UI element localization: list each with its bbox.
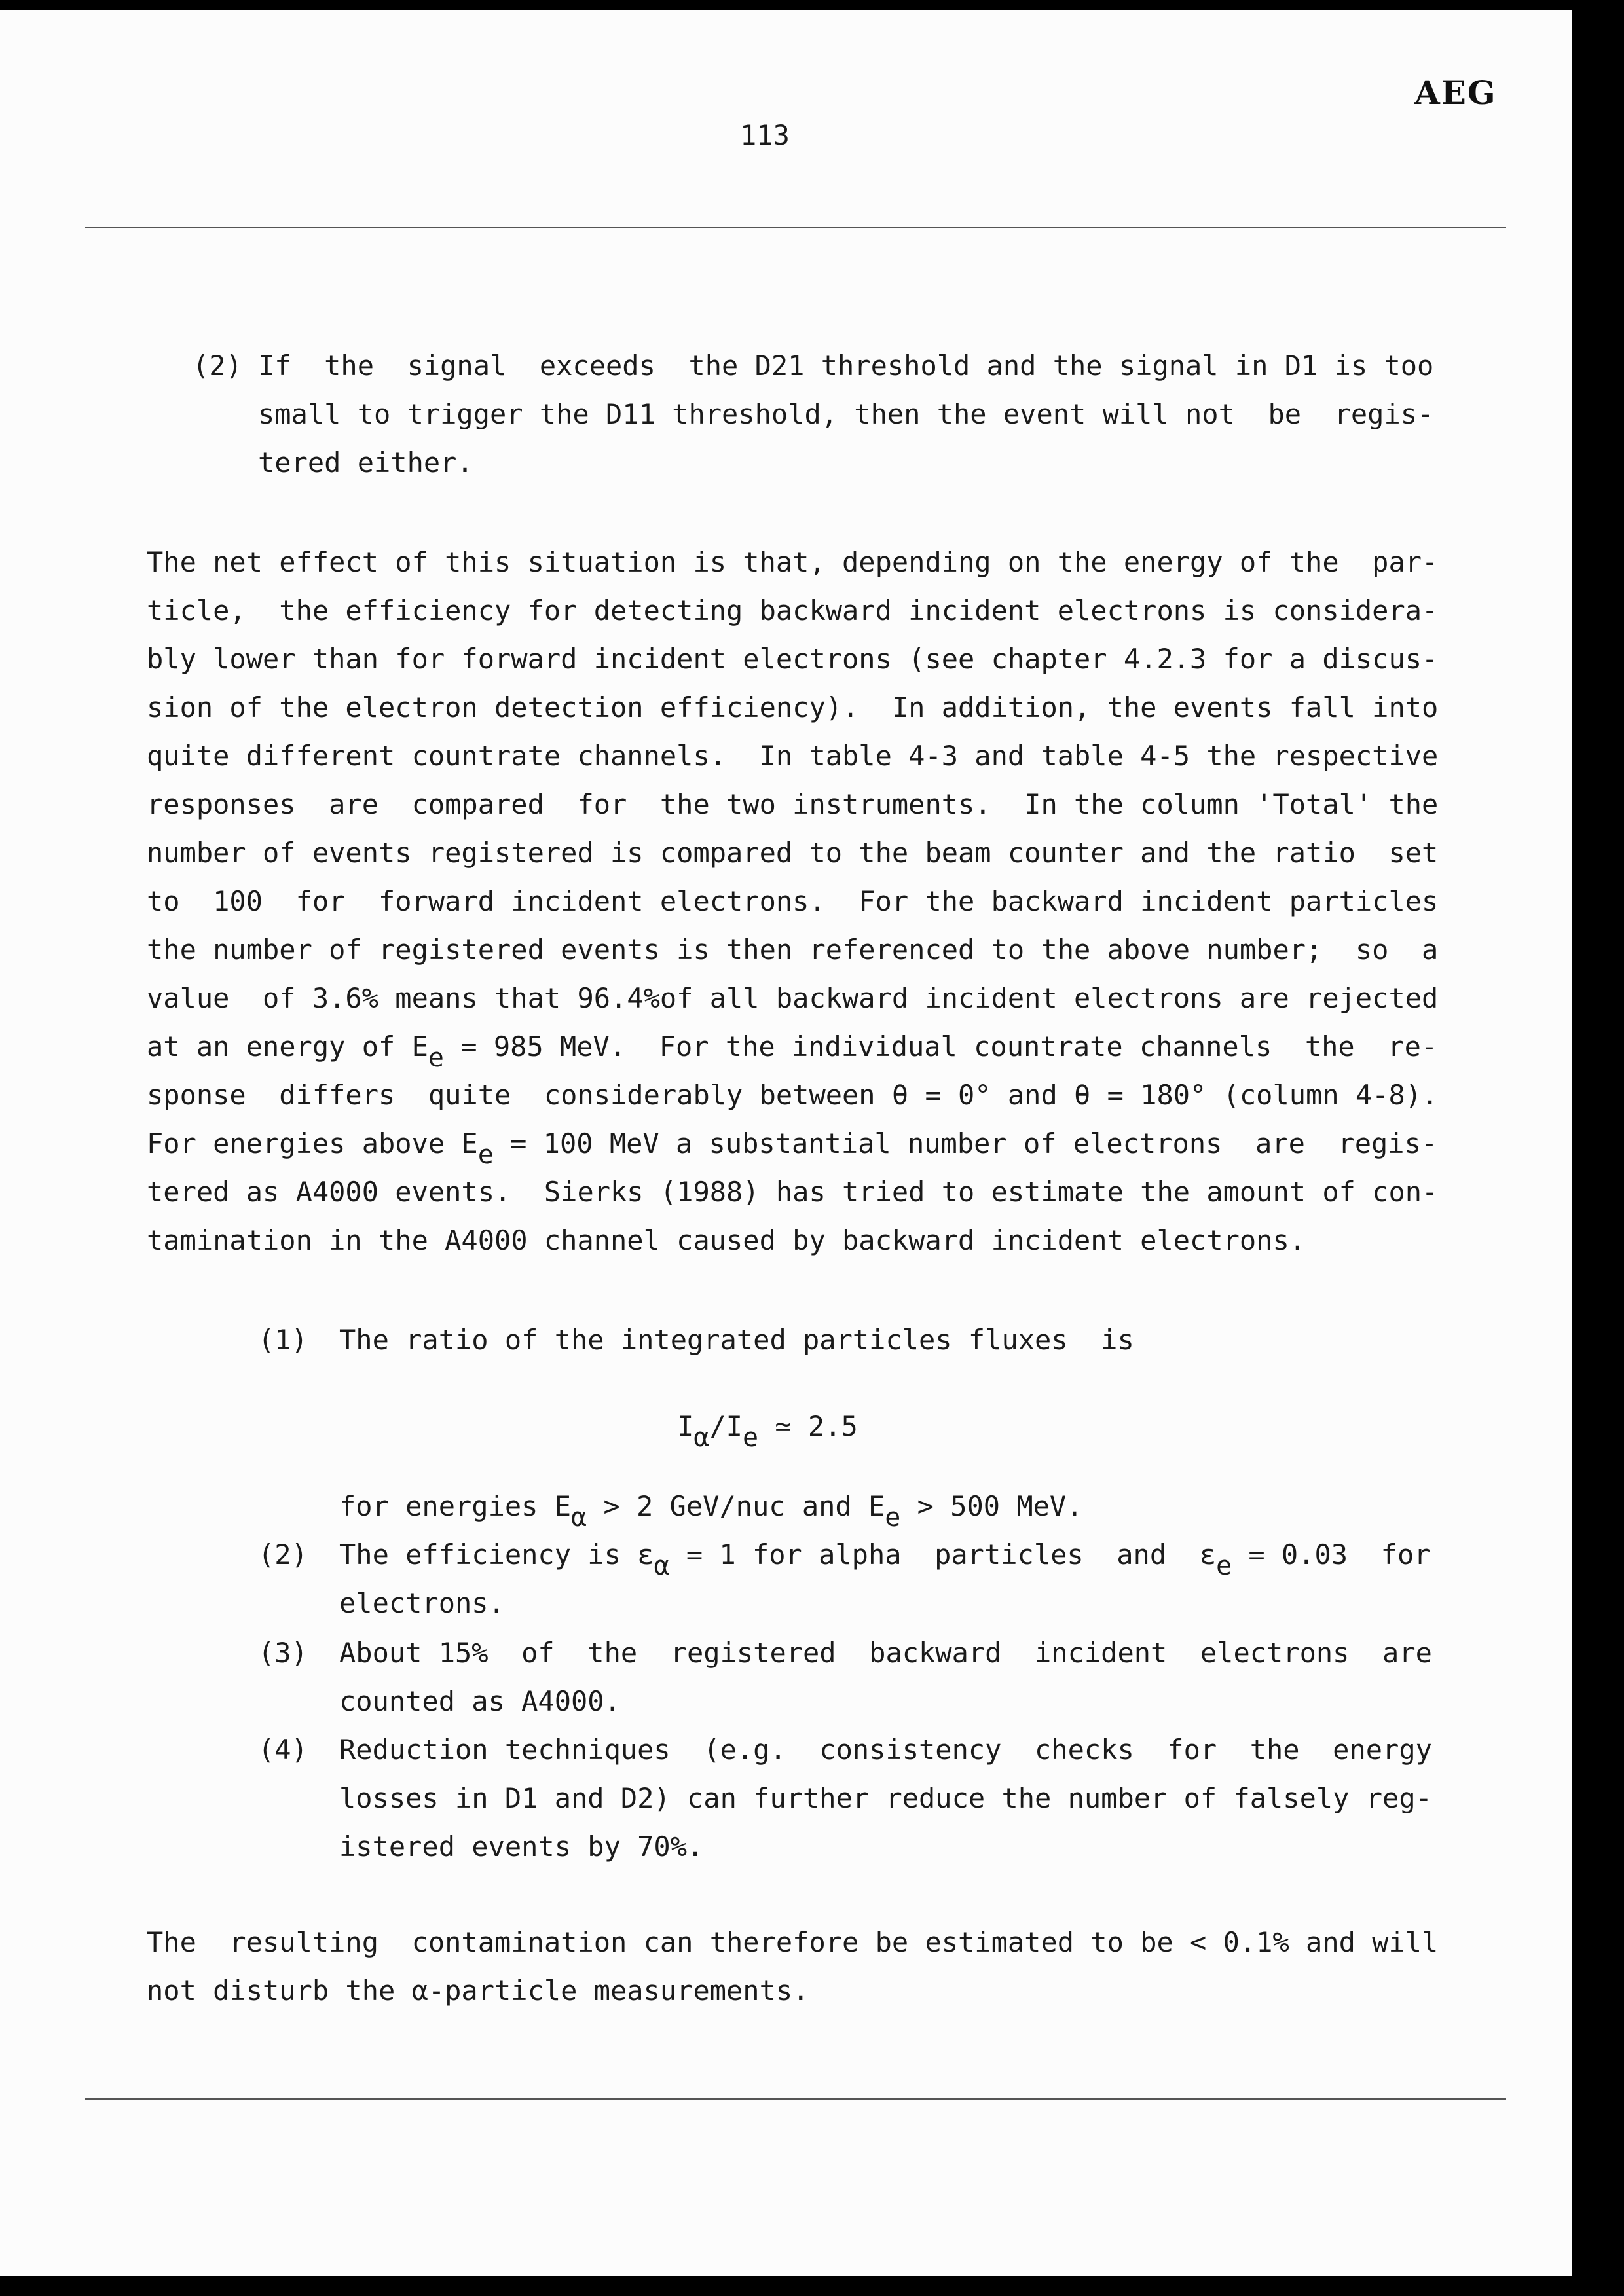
paragraph-line: value of 3.6% means that 96.4%of all backward incident electrons are rejected	[147, 982, 1439, 1014]
intro-item-line: tered either.	[258, 446, 473, 479]
text-fragment: For energies above E	[147, 1127, 478, 1159]
equation-value: ≃ 2.5	[758, 1410, 858, 1442]
text-fragment: > 500 MeV.	[900, 1490, 1083, 1522]
equation	[677, 1410, 858, 1453]
paragraph-line: ticle, the efficiency for detecting backward incident electrons is considera-	[147, 594, 1439, 627]
text-fragment: = 0.03 for	[1232, 1539, 1431, 1571]
paragraph-line: responses are compared for the two instruments. In the column 'Total' the	[147, 788, 1439, 820]
intro-item-line: small to trigger the D11 threshold, then the event will not be regis-	[258, 398, 1434, 430]
list-item-text: electrons.	[339, 1587, 505, 1619]
text-fragment: at an energy of E	[147, 1030, 428, 1063]
list-item-marker: (3)	[258, 1637, 308, 1669]
page-number: 113	[740, 119, 790, 151]
subscript: α	[654, 1551, 670, 1581]
list-item-text: The ratio of the integrated particles fluxes is	[339, 1324, 1134, 1356]
document-page	[0, 10, 1572, 2276]
list-item-text: Reduction techniques (e.g. consistency checks for the energy	[339, 1734, 1432, 1766]
paragraph-line	[147, 1030, 1438, 1073]
subscript: e	[1215, 1551, 1232, 1581]
text-fragment: = 1 for alpha particles and ε	[669, 1539, 1216, 1571]
header-divider	[85, 227, 1506, 228]
subscript: α	[571, 1503, 587, 1533]
paragraph-line: tered as A4000 events. Sierks (1988) has tried to estimate the amount of con-	[147, 1176, 1439, 1208]
paragraph-line: bly lower than for forward incident electrons (see chapter 4.2.3 for a discus-	[147, 643, 1439, 675]
paragraph-line: number of events registered is compared to the beam counter and the ratio set	[147, 837, 1439, 869]
text-fragment: The efficiency is ε	[339, 1539, 654, 1571]
text-fragment: = 100 MeV a substantial number of electrons are regis-	[493, 1127, 1438, 1159]
conclusion-line: not disturb the α-particle measurements.	[147, 1975, 809, 2007]
list-item-marker: (2)	[258, 1539, 308, 1571]
list-item-text: About 15% of the registered backward incident electrons are	[339, 1637, 1432, 1669]
text-fragment: for energies E	[339, 1490, 572, 1522]
subscript: e	[428, 1043, 444, 1073]
intro-item-marker: (2)	[193, 350, 242, 382]
conclusion-line: The resulting contamination can therefore be estimated to be < 0.1% and will	[147, 1926, 1439, 1958]
paragraph-line	[147, 1127, 1438, 1170]
subscript: α	[693, 1423, 710, 1453]
paragraph-line: sponse differs quite considerably between θ = 0° and θ = 180° (column 4-8).	[147, 1079, 1439, 1111]
list-item-text	[339, 1490, 1083, 1533]
equation-symbol: I	[677, 1410, 694, 1442]
list-item-text: istered events by 70%.	[339, 1831, 704, 1863]
paragraph-line: the number of registered events is then referenced to the above number; so a	[147, 934, 1439, 966]
paragraph-line: to 100 for forward incident electrons. For the backward incident particles	[147, 885, 1439, 917]
subscript: e	[885, 1503, 901, 1533]
paragraph-line: quite different countrate channels. In table 4-3 and table 4-5 the respective	[147, 740, 1439, 772]
list-item-marker: (4)	[258, 1734, 308, 1766]
list-item-text	[339, 1539, 1431, 1581]
list-item-text: losses in D1 and D2) can further reduce the number of falsely reg-	[339, 1782, 1432, 1814]
subscript: e	[742, 1423, 759, 1453]
paragraph-line: The net effect of this situation is that, depending on the energy of the par-	[147, 546, 1439, 578]
text-fragment: > 2 GeV/nuc and E	[587, 1490, 885, 1522]
intro-item-line: If the signal exceeds the D21 threshold and the signal in D1 is too	[258, 350, 1434, 382]
footer-divider	[85, 2098, 1506, 2100]
list-item-text: counted as A4000.	[339, 1685, 621, 1717]
equation-symbol: /I	[709, 1410, 743, 1442]
list-item-marker: (1)	[258, 1324, 308, 1356]
text-fragment: = 985 MeV. For the individual countrate channels the re-	[443, 1030, 1438, 1063]
paragraph-line: sion of the electron detection efficiency). In addition, the events fall into	[147, 691, 1439, 723]
paragraph-line: tamination in the A4000 channel caused by backward incident electrons.	[147, 1224, 1306, 1256]
subscript: e	[477, 1140, 494, 1170]
aeg-logo: AEG	[1414, 73, 1497, 112]
